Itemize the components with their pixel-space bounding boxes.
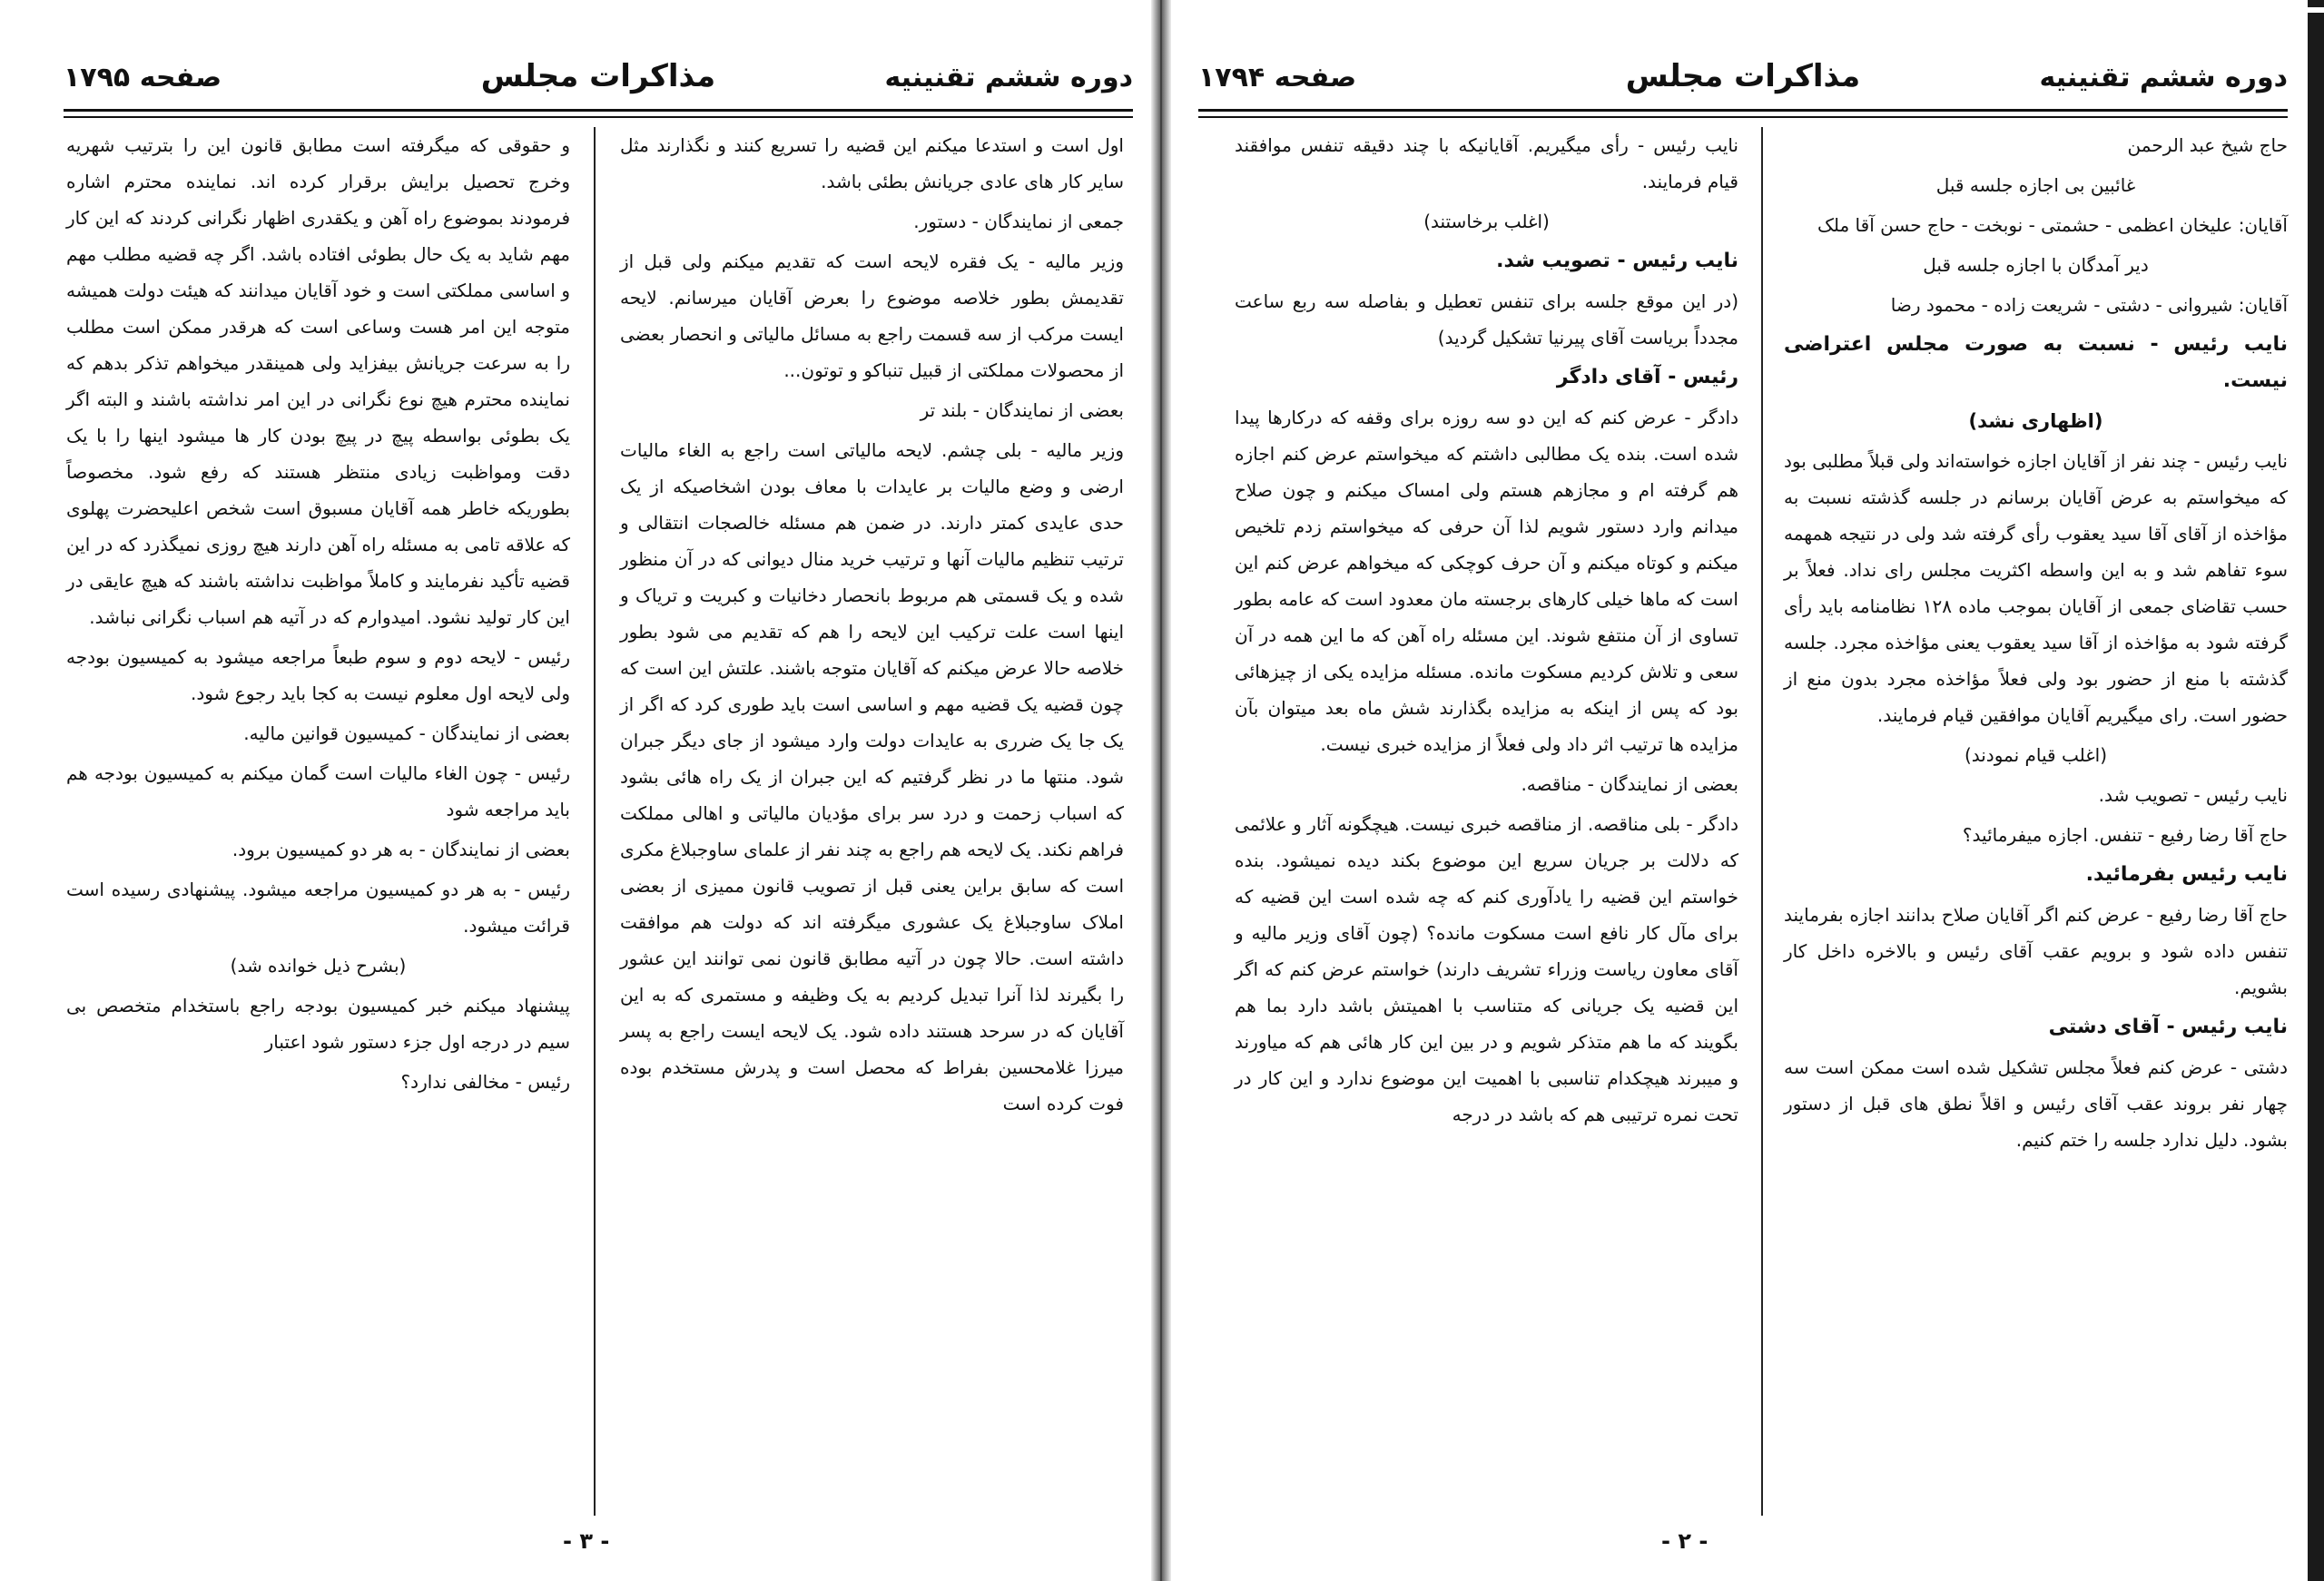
paragraph: دادگر - بلی مناقصه. از مناقصه خبری نیست. هیچگونه آثار و علائمی که دلالت بر جریان سریع این موضوع بکند دیده نمیشود. بنده خواستم این قضیه را یادآوری کنم که چه شده است این قضیه که برای مآل کار نافع است مسکوت مانده؟ (چون آقای وزیر مالیه و آقای معاون ریاست وزراء تشریف دارند) خواستم عرض کنم که اگر این قضیه یک جریانی که متناسب با اهمیتش باشد دارد بما هم بگویند که ما هم متذکر شویم و در بین این کار هائی هم که میاورند و میبرند هیچکدام تناسبی با اهمیت این موضوع ندارد و این کار در تحت نمره ترتیبی هم که باشد در درجه xyxy=(1235,813,1738,1125)
paragraph: حاج آقا رضا رفیع - عرض کنم اگر آقایان صلاح بدانند اجازه بفرمایند تنفس داده شود و برویم عقب آقای رئیس و بالاخره داخل کار بشویم. xyxy=(1784,904,2288,998)
page-1795 xyxy=(0,0,1151,1581)
paragraph: (اغلب قیام نمودند) xyxy=(1964,744,2108,766)
paragraph: غائبین بی اجازه جلسه قبل xyxy=(1935,174,2136,196)
paragraph: پیشنهاد میکنم خبر کمیسیون بودجه راجع باستخدام متخصص بی سیم در درجه اول جزء دستور شود اعتبار xyxy=(66,995,570,1053)
paragraph: بعضی از نمایندگان - مناقصه. xyxy=(1521,773,1738,795)
paragraph: رئیس - به هر دو کمیسیون مراجعه میشود. پیشنهادی رسیده است قرائت میشود. xyxy=(66,879,570,937)
paragraph: حاج آقا رضا رفیع - تنفس. اجازه میفرمائید؟ xyxy=(1962,824,2288,846)
paragraph: و حقوقی که میگرفته است مطابق قانون این را بترتیب شهریه وخرج تحصیل برایش برقرار کرده اند. نماینده محترم اشاره فرمودند بموضوع راه آهن و یکقدری اظهار نگرانی کردند که این کار مهم شاید به یک حال بطوئی افتاده باشد. اگر چه قضیه مطلب مهم و اساسی مملکتی است و خود آقایان میدانند که هیئت دولت همیشه متوجه این امر هست وساعی است که هرقدر ممکن است مطلب را به سرعت جریانش بیفزاید ولی همینقدر میخواهم تذکر بدهم که نماینده محترم هیچ نوع نگرانی در این امر نداشته باشند و البته اگر یک بطوئی بواسطه پیچ در پیچ بودن کار ها میشود اینها را با یک دقت ومواظبت زیادی منتظر هستند که رفع شود. مخصوصاً بطوریکه خاطر همه آقایان مسبوق است شخص اعلیحضرت پهلوی که علاقه تامی به مسئله راه آهن دارند هیچ روزی نمیگذرد که در این قضیه تأکید نفرمایند و کاملاً مواظبت نداشته باشند که هیچ عایقی در این کار تولید نشود. امیدوارم که در آتیه هم اسباب نگرانی نباشد. xyxy=(66,134,570,628)
header-title: مذاکرات مجلس xyxy=(1625,58,1861,94)
header-rule xyxy=(64,109,1133,112)
paragraph: (در این موقع جلسه برای تنفس تعطیل و بفاصله سه ربع ساعت مجدداً بریاست آقای پیرنیا تشکیل گردید) xyxy=(1235,290,1738,349)
header-rule xyxy=(1198,116,2288,118)
paragraph: اول است و استدعا میکنم این قضیه را تسریع کنند و نگذارند مثل سایر کار های عادی جریانش بطئی باشد. xyxy=(620,134,1124,192)
page-header xyxy=(64,44,1133,116)
paragraph: دیر آمدگان با اجازه جلسه قبل xyxy=(1923,254,2149,276)
paragraph: وزیر مالیه - بلی چشم. لایحه مالیاتی است راجع به الغاء مالیات ارضی و وضع مالیات بر عایدات با معاف بودن اشخاصیکه از یک حدی عایدی کمتر دارند. در ضمن هم مسئله خالصجات انتقالی و ترتیب تنظیم مالیات آنها و ترتیب خرید منال دیوانی که در آن منظور شده و یک قسمتی هم مربوط بانحصار دخانیات و کبریت و تریاک و اینها است علت ترکیب این لایحه را هم که تقدیم می شود بطور خلاصه حالا عرض میکنم که آقایان متوجه باشند. علتش این است که چون قضیه یک قضیه مهم و اساسی است باید طوری کرد که اگر از یک جا یک ضرری به عایدات دولت وارد میشود از جای دیگر جبران شود. منتها ما در نظر گرفتیم که این جبران از یک راه هائی بشود که اسباب زحمت و درد سر برای مؤدیان مالیاتی و اهالی مملکت فراهم نکند. یک لایحه هم راجع به چند نفر از علمای ساوجبلاغ مکری است که سابق براین یعنی قبل از تصویب قانون ممیزی از بعضی املاک ساوجبلاغ یک عشوری میگرفته اند که دولت هم موافقت داشته است. حالا چون در آتیه مطابق قانون نمی توانند این عشور را بگیرند لذا آنرا تبدیل کردیم به یک وظیفه و مستمری که به این آقایان که در سرحد هستند داده شود. یک لایحه ایست راجع به پسر میرزا غلامحسین بفراط که محصل است و پدرش مستخدم بوده فوت کرده است xyxy=(620,439,1124,1115)
page-header xyxy=(1198,44,2288,116)
paragraph: نایب رئیس - تصویب شد. xyxy=(2098,784,2288,806)
paragraph: نایب رئیس - تصویب شد. xyxy=(1496,250,1738,272)
paragraph: نایب رئیس - نسبت به صورت مجلس اعتراضی نیست. xyxy=(1784,333,2288,392)
paragraph: نایب رئیس بفرمائید. xyxy=(2085,863,2288,886)
paragraph: رئیس - مخالفی ندارد؟ xyxy=(400,1071,570,1093)
paragraph: دادگر - عرض کنم که این دو سه روزه برای وقفه که درکارها پیدا شده است. بنده یک مطالبی داشتم که میخواستم عرض کنم اجازه هم گرفته ام و مجازهم هستم ولی امساک میکنم و چون صلاح میدانم وارد دستور شویم لذا آن حرفی که میخواستم زدم تلخیص میکنم و کوتاه میکنم و آن حرف کوچکی که میخواهم عرض کنم این است که ماها خیلی کارهای برجسته مان معدود است که عامه بطور تساوی از آن منتفع شوند. این مسئله راه آهن که ما این همه در آن سعی و تلاش کردیم مسکوت مانده. مسئله مزایده یکی از چیزهائی بود که پس از اینکه به مزایده بگذارند شش ماه بعد میتوان بآن مزایده ها ترتیب اثر داد ولی فعلاً از مزایده خبری نیست. xyxy=(1235,407,1738,755)
paragraph: حاج شیخ عبد الرحمن xyxy=(2127,134,2288,156)
column-separator xyxy=(594,127,596,1516)
paragraph: رئیس - آقای دادگر xyxy=(1556,366,1738,388)
paragraph: (اظهاری نشد) xyxy=(1968,410,2103,432)
paragraph: (اغلب برخاستند) xyxy=(1423,211,1550,232)
header-session: دوره ششم تقنینیه xyxy=(2039,62,2288,93)
column-separator xyxy=(1761,127,1763,1516)
paragraph: نایب رئیس - چند نفر از آقایان اجازه خواسته‌اند ولی قبلاً مطلبی بود که میخواستم به عرض آقایان برسانم در جلسه گذشته نسبت به مؤاخذه از آقای آقا سید یعقوب رأی گرفته شد ولی در نتیجه همهمه سوء تفاهم شد و به این واسطه اکثریت مجلس رای نداد. فعلاً بر حسب تقاضای جمعی از آقایان بموجب ماده ۱۲۸ نظامنامه باید رأی گرفته شود به مؤاخذه از آقا سید یعقوب یعنی مؤاخذه مجرد. جلسه گذشته با منع از حضور بود ولی فعلاً مؤاخذه مجرد بدون منع از حضور است. رای میگیریم آقایان موافقین قیام فرمایند. xyxy=(1784,450,2288,726)
header-session: دوره ششم تقنینیه xyxy=(884,62,1133,93)
page-footer-number: - ۲ - xyxy=(1661,1528,1709,1554)
paragraph: نایب رئیس - آقای دشتی xyxy=(2048,1016,2288,1038)
page-1794 xyxy=(1171,0,2324,1581)
paragraph: بعضی از نمایندگان - کمیسیون قوانین مالیه. xyxy=(243,722,570,744)
text-column-right xyxy=(1784,127,2288,1162)
paragraph: جمعی از نمایندگان - دستور. xyxy=(913,211,1124,232)
paragraph: رئیس - چون الغاء مالیات است گمان میکنم به کمیسیون بودجه هم باید مراجعه شود xyxy=(66,762,570,820)
paragraph: بعضی از نمایندگان - به هر دو کمیسیون برود. xyxy=(231,839,570,860)
paragraph: نایب رئیس - رأی میگیریم. آقایانیکه با چند دقیقه تنفس موافقند قیام فرمایند. xyxy=(1235,134,1738,192)
page-footer-number: - ۳ - xyxy=(563,1528,610,1554)
header-rule xyxy=(1198,109,2288,112)
paragraph: دشتی - عرض کنم فعلاً مجلس تشکیل شده است ممکن است سه چهار نفر بروند عقب آقای رئیس و اقلاً نطق های قبل از دستور بشود. دلیل ندارد جلسه را ختم کنیم. xyxy=(1784,1056,2288,1151)
header-page-number: صفحه ۱۷۹۴ xyxy=(1198,62,1357,93)
paragraph: (بشرح ذیل خوانده شد) xyxy=(230,955,407,977)
book-gutter xyxy=(1151,0,1171,1581)
header-rule xyxy=(64,116,1133,118)
paragraph: بعضی از نمایندگان - بلند تر xyxy=(920,399,1124,421)
text-column-left xyxy=(66,127,570,1104)
paragraph: آقایان: شیروانی - دشتی - شریعت زاده - محمود رضا xyxy=(1890,294,2288,316)
header-page-number: صفحه ۱۷۹۵ xyxy=(64,62,222,93)
text-column-left xyxy=(1235,127,1738,1136)
paragraph: وزیر مالیه - یک فقره لایحه است که تقدیم میکنم ولی قبل از تقدیمش بطور خلاصه موضوع را بعرض آقایان میرسانم. لایحه ایست مرکب از سه قسمت راجع به مسائل مالیاتی و انحصار بعضی از محصولات مملکتی از قبیل تنباکو و توتون... xyxy=(620,250,1124,381)
text-column-right xyxy=(620,127,1124,1125)
header-title: مذاکرات مجلس xyxy=(480,58,716,94)
paragraph: رئیس - لایحه دوم و سوم طبعاً مراجعه میشود به کمیسیون بودجه ولی لایحه اول معلوم نیست به کجا باید رجوع شود. xyxy=(66,646,570,704)
scan-edge-bar xyxy=(2308,0,2324,1581)
paragraph: آقایان: علیخان اعظمی - حشمتی - نوبخت - حاج حسن آقا ملک xyxy=(1817,214,2288,236)
